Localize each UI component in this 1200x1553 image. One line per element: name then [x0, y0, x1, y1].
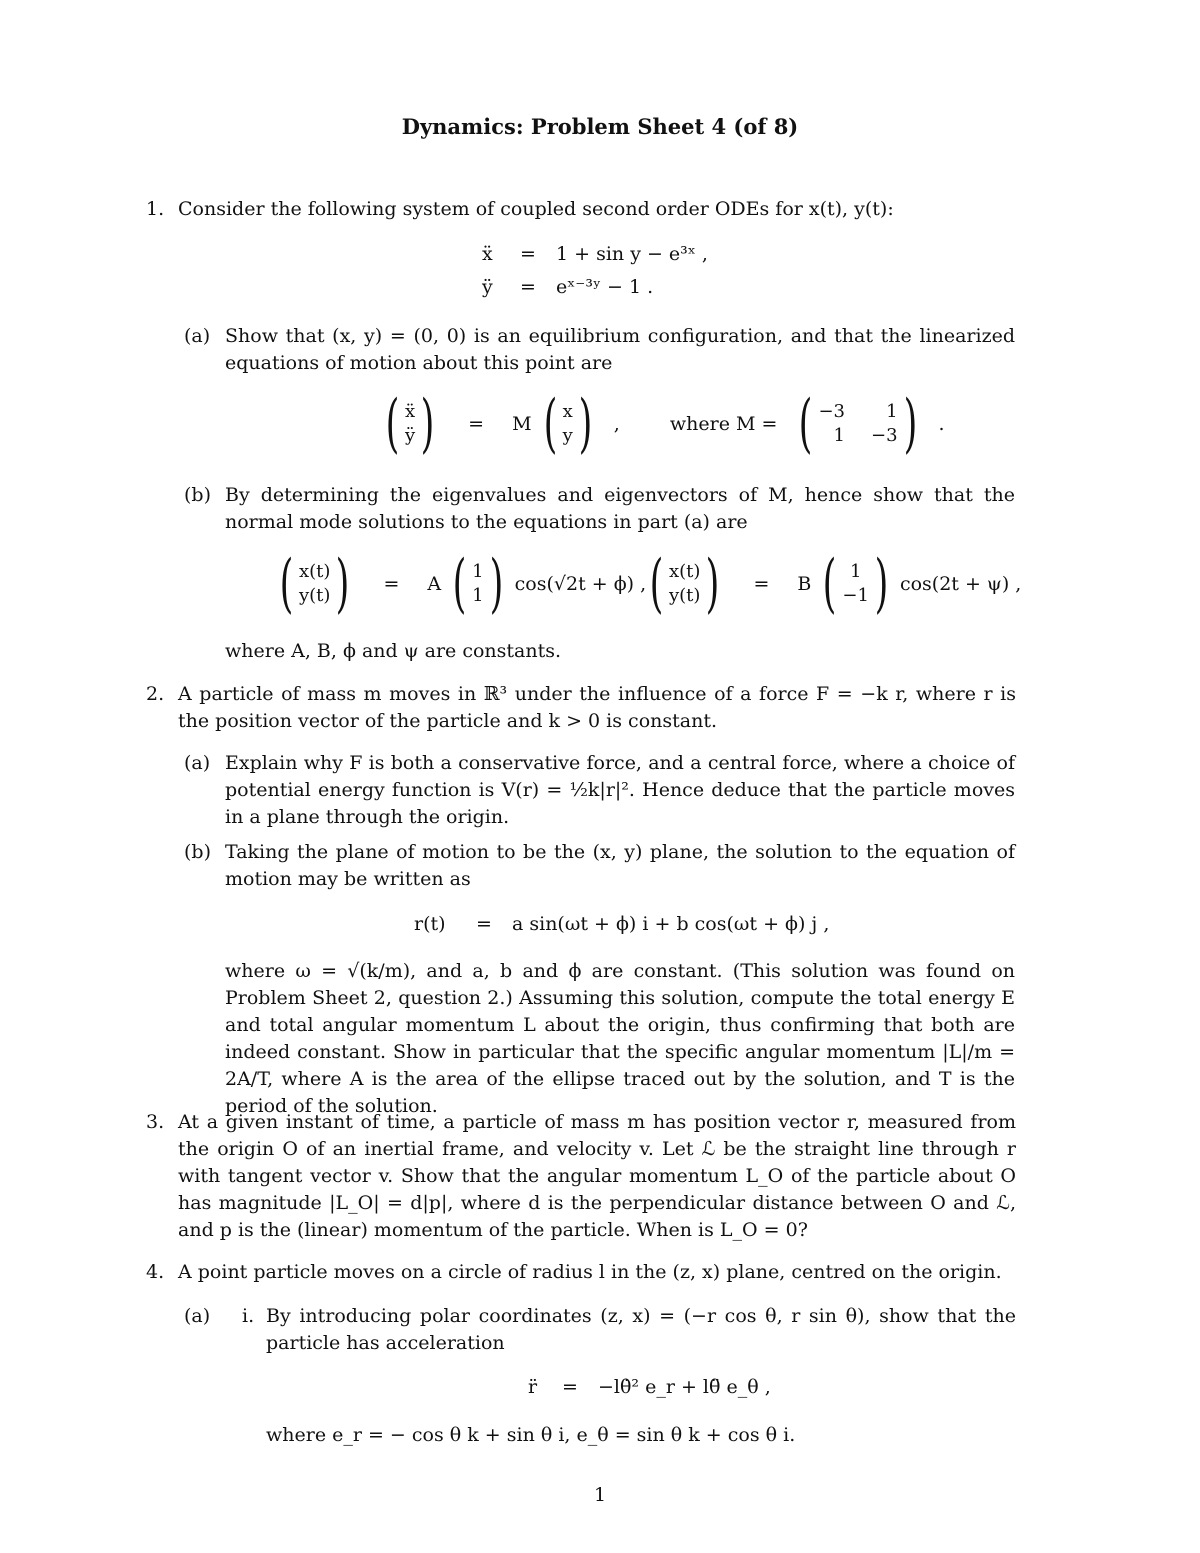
q1-eq2-lhs: ÿ	[482, 276, 493, 298]
q4-eq-equals: =	[562, 1376, 578, 1398]
q2a-label: (a)	[184, 752, 211, 774]
q3-text: At a given instant of time, a particle of mass m has position vector r, measured from the origin O of an inertial frame, and velocity v. Let ℒ be the straight line through r with tangent vector v. Show that the angular momentum L_O of the particle about O has magnitude |L_O| = d|p|, where d is the perpendicular distance between O and ℒ, and p is the (linear) momentum of the particle. When is L_O = 0?	[178, 1111, 1016, 1241]
q1-eq2-equals: =	[520, 276, 536, 298]
q1b-normal-mode-1: ( x(t) y(t) ) = A ( 1 1 ) cos(√2t + ϕ) ,	[279, 547, 647, 621]
q1-eq1-equals: =	[520, 243, 536, 265]
q4-number: 4.	[146, 1261, 165, 1283]
q1-intro: Consider the following system of coupled second order ODEs for x(t), y(t):	[178, 198, 894, 220]
q4-eq-lhs: r̈	[528, 1376, 538, 1398]
q1a-label: (a)	[184, 325, 211, 347]
page-title: Dynamics: Problem Sheet 4 (of 8)	[401, 114, 799, 139]
where-M-label: where M =	[669, 413, 778, 435]
q2-number: 2.	[146, 683, 165, 705]
q1-number: 1.	[146, 198, 165, 220]
q1-eq1-lhs: ẍ	[482, 243, 493, 265]
q2b-label: (b)	[184, 841, 211, 863]
q4a-i-after: where e_r = − cos θ k + sin θ i, e_θ = sin θ k + cos θ i.	[266, 1424, 796, 1446]
q1b-normal-mode-2: ( x(t) y(t) ) = B ( 1 −1 ) cos(2t + ψ) ,	[649, 547, 1022, 621]
q2b-eq-equals: =	[476, 913, 492, 935]
q1-eq1-rhs: 1 + sin y − e³ˣ ,	[556, 243, 708, 265]
q4a-label: (a)	[184, 1305, 211, 1327]
q2b-eq-lhs: r(t)	[414, 913, 446, 935]
q1a-text: Show that (x, y) = (0, 0) is an equilibrium configuration, and that the linearized equations of motion about this point are	[225, 325, 1015, 374]
q4a-i-text: By introducing polar coordinates (z, x) = (−r cos θ, r sin θ), show that the particle has acceleration	[266, 1305, 1016, 1354]
q4a-i-label: i.	[242, 1305, 255, 1327]
vector-rhs: ( x y )	[543, 387, 593, 461]
q2b-eq-rhs: a sin(ωt + ϕ) i + b cos(ωt + ϕ) j ,	[512, 913, 830, 935]
q1-eq2-rhs: eˣ⁻³ʸ − 1 .	[556, 276, 654, 298]
q2b-text: Taking the plane of motion to be the (x, y) plane, the solution to the equation of motion may be written as	[225, 841, 1015, 890]
q4-eq-rhs: −lθ̇² e_r + lθ̈ e_θ ,	[598, 1376, 771, 1398]
q4-intro: A point particle moves on a circle of radius l in the (z, x) plane, centred on the origin.	[178, 1261, 1002, 1283]
q1a-matrix-equation: ( ẍ ÿ ) = M ( x y ) , where M = ( −3 1 1 −3 ) .	[380, 394, 945, 454]
q2a-text: Explain why F is both a conservative force, and a central force, where a choice of potential energy function is V(r) = ½k|r|². Hence deduce that the particle moves in a plane through the origin.	[225, 752, 1015, 828]
q1b-text: By determining the eigenvalues and eigenvectors of M, hence show that the normal mode solutions to the equations in part (a) are	[225, 484, 1015, 533]
page-number: 1	[593, 1484, 607, 1506]
q2b-after: where ω = √(k/m), and a, b and ϕ are constant. (This solution was found on Problem Sheet 2, question 2.) Assuming this solution, compute the total energy E and total angular momentum L about the origin, thus confirming that both are indeed constant. Show in particular that the specific angular momentum |L|/m = 2A/T, where A is the area of the ellipse traced out by the solution, and T is the period of the solution.	[225, 960, 1015, 1117]
q1b-label: (b)	[184, 484, 211, 506]
q2-intro: A particle of mass m moves in ℝ³ under the influence of a force F = −k r, where r is the position vector of the particle and k > 0 is constant.	[178, 683, 1016, 732]
q1b-after: where A, B, ϕ and ψ are constants.	[225, 640, 562, 662]
q3-number: 3.	[146, 1111, 165, 1133]
vector-lhs: ( ẍ ÿ )	[385, 387, 435, 461]
matrix-M: ( −3 1 1 −3 )	[799, 387, 917, 461]
